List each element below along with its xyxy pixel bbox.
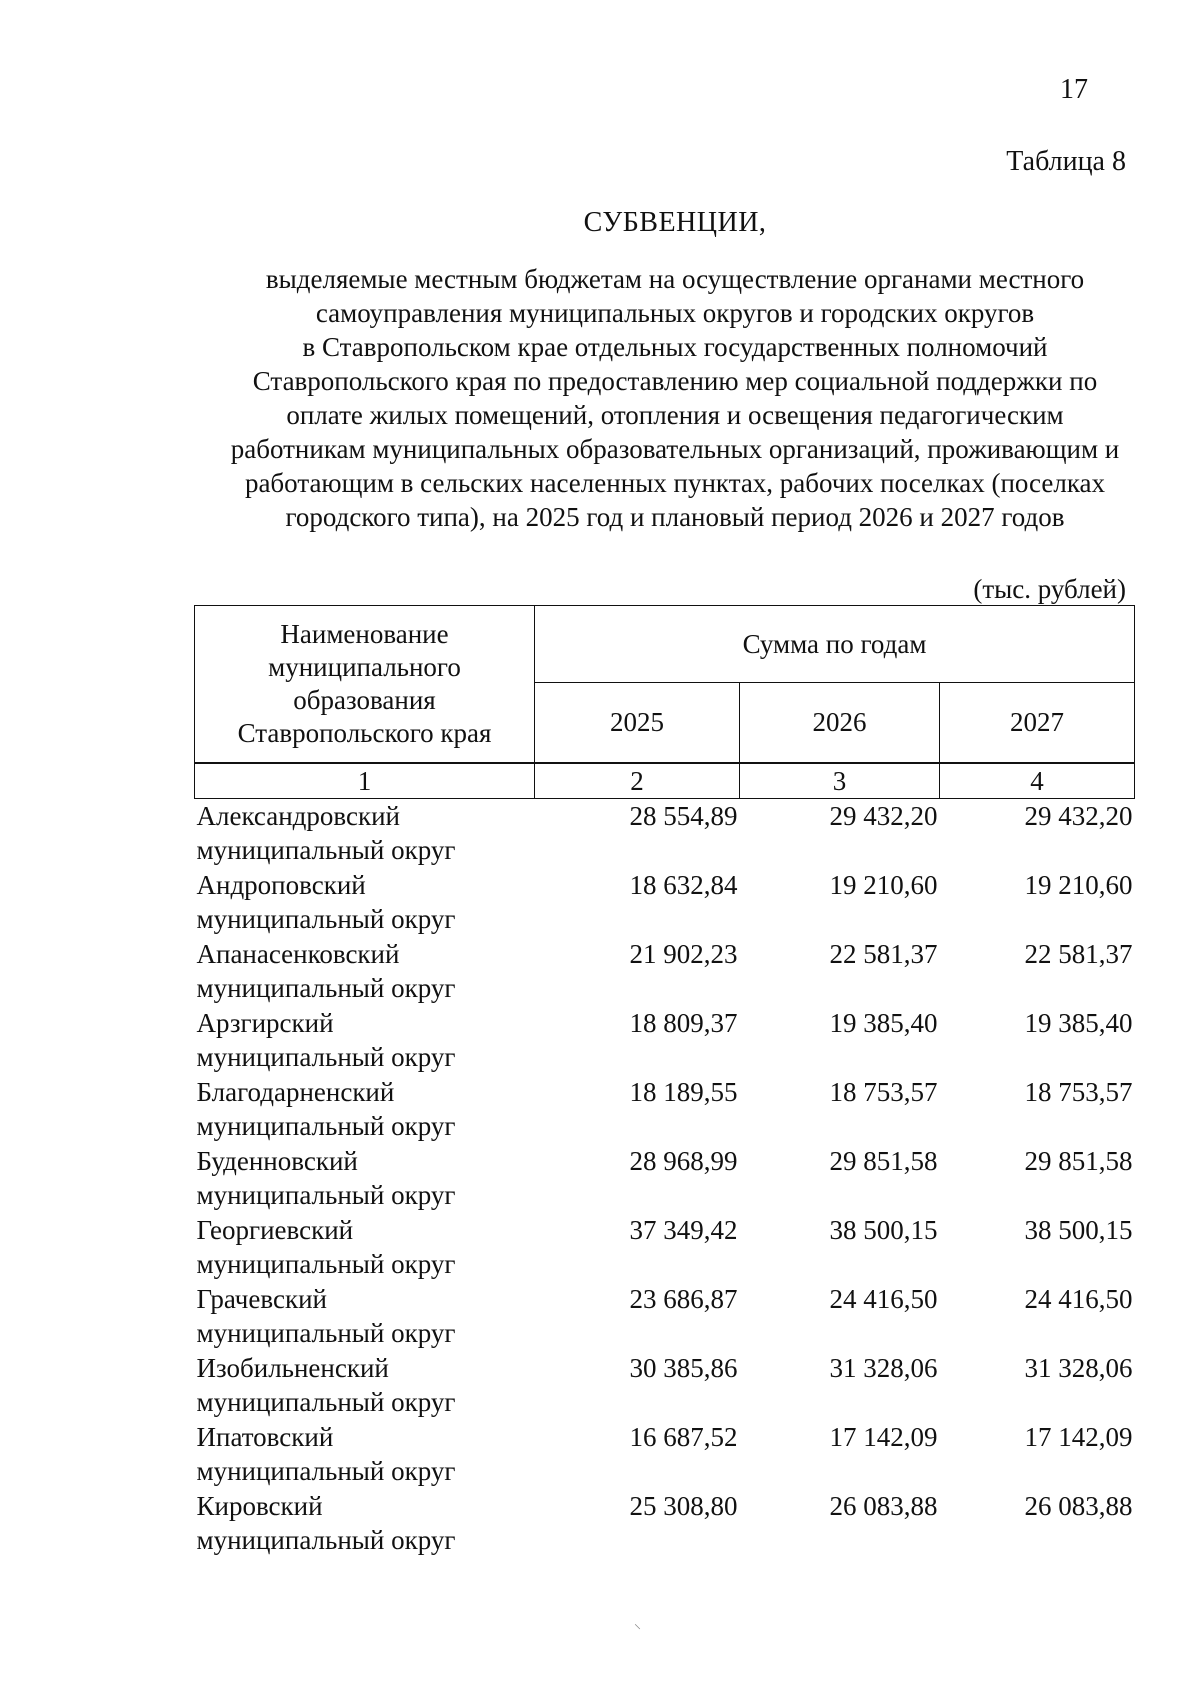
name-line: Кировский: [196, 1491, 323, 1521]
value-2027: 26 083,88: [1024, 1491, 1133, 1521]
municipality-name: [195, 1075, 535, 1144]
value-2027: 19 210,60: [1024, 870, 1133, 900]
value-2027: 31 328,06: [1024, 1353, 1133, 1383]
subtitle-line: в Ставропольском крае отдельных государственных полномочий: [302, 332, 1048, 362]
value-2027: 22 581,37: [1024, 939, 1133, 969]
table-row: [195, 799, 1135, 869]
value-2025: 18 809,37: [629, 1008, 738, 1038]
table-row: [195, 1489, 1135, 1558]
name-line: муниципальный округ: [196, 1456, 456, 1486]
column-number: 2: [535, 763, 740, 799]
name-line: муниципальный округ: [196, 904, 456, 934]
value-2025: 16 687,52: [629, 1422, 738, 1452]
name-line: муниципальный округ: [196, 1387, 456, 1417]
value-2026: 38 500,15: [829, 1215, 938, 1245]
name-line: муниципальный округ: [196, 1180, 456, 1210]
municipality-name: [195, 1006, 535, 1075]
name-line: Александровский: [196, 801, 400, 831]
scan-mark: ⸌: [634, 1623, 641, 1638]
value-2026: 19 210,60: [829, 870, 938, 900]
name-line: Буденновский: [196, 1146, 358, 1176]
header-year-2027: 2027: [940, 683, 1135, 764]
name-line: муниципальный округ: [196, 835, 456, 865]
name-line: Грачевский: [196, 1284, 327, 1314]
municipality-name: [195, 868, 535, 937]
municipality-name: [195, 1144, 535, 1213]
municipality-name: [195, 1282, 535, 1351]
value-2025: 30 385,86: [629, 1353, 738, 1383]
value-2025: 28 968,99: [629, 1146, 738, 1176]
value-2026: 17 142,09: [829, 1422, 938, 1452]
value-2025: 28 554,89: [629, 801, 738, 831]
table-label: Таблица 8: [1006, 146, 1126, 177]
value-2027: 38 500,15: [1024, 1215, 1133, 1245]
value-2027: 29 432,20: [1024, 801, 1133, 831]
table-row: [195, 1351, 1135, 1420]
table-row: [195, 1282, 1135, 1351]
header-sum-by-years: Сумма по годам: [535, 606, 1135, 683]
table-row: [195, 1420, 1135, 1489]
value-2026: 18 753,57: [829, 1077, 938, 1107]
value-2026: 24 416,50: [829, 1284, 938, 1314]
table-row: [195, 868, 1135, 937]
subtitle-line: Ставропольского края по предоставлению мер социальной поддержки по: [252, 366, 1098, 396]
name-line: Ипатовский: [196, 1422, 334, 1452]
value-2025: 21 902,23: [629, 939, 738, 969]
header-name-line: Ставропольского края: [237, 718, 492, 748]
subtitle-line: работникам муниципальных образовательных организаций, проживающим и: [230, 434, 1120, 464]
column-number: 3: [740, 763, 940, 799]
value-2027: 24 416,50: [1024, 1284, 1133, 1314]
name-line: муниципальный округ: [196, 973, 456, 1003]
municipality-name: [195, 1420, 535, 1489]
table-row: [195, 937, 1135, 1006]
subtitle-line: работающим в сельских населенных пунктах, рабочих поселках (поселках: [244, 468, 1106, 498]
subtitle-line: самоуправления муниципальных округов и городских округов: [315, 298, 1035, 328]
document-title: СУБВЕНЦИИ,: [583, 207, 767, 238]
value-2025: 25 308,80: [629, 1491, 738, 1521]
subtitle-line: городского типа), на 2025 год и плановый период 2026 и 2027 годов: [285, 502, 1065, 532]
name-line: Андроповский: [196, 870, 366, 900]
header-name-line: муниципального: [268, 652, 461, 682]
name-line: муниципальный округ: [196, 1318, 456, 1348]
value-2026: 29 851,58: [829, 1146, 938, 1176]
name-line: Апанасенковский: [196, 939, 400, 969]
municipality-name: [195, 1351, 535, 1420]
value-2025: 18 632,84: [629, 870, 738, 900]
header-year-2026: 2026: [740, 683, 940, 764]
value-2027: 17 142,09: [1024, 1422, 1133, 1452]
document-subtitle: [150, 262, 1200, 534]
subventions-table: [194, 605, 1135, 1558]
name-line: Благодарненский: [196, 1077, 395, 1107]
name-line: Георгиевский: [196, 1215, 354, 1245]
name-line: муниципальный округ: [196, 1111, 456, 1141]
name-line: муниципальный округ: [196, 1042, 456, 1072]
header-year-2025: 2025: [535, 683, 740, 764]
header-name-line: образования: [293, 685, 436, 715]
municipality-name: [195, 937, 535, 1006]
value-2027: 18 753,57: [1024, 1077, 1133, 1107]
header-name-line: Наименование: [280, 619, 449, 649]
value-2026: 26 083,88: [829, 1491, 938, 1521]
name-line: Изобильненский: [196, 1353, 389, 1383]
table-row: [195, 1144, 1135, 1213]
value-2025: 18 189,55: [629, 1077, 738, 1107]
header-municipality-name: [195, 606, 535, 764]
value-2026: 19 385,40: [829, 1008, 938, 1038]
municipality-name: [195, 1489, 535, 1558]
name-line: муниципальный округ: [196, 1249, 456, 1279]
page-number: 17: [1060, 74, 1088, 105]
municipality-name: [195, 799, 535, 869]
value-2026: 31 328,06: [829, 1353, 938, 1383]
column-number: 1: [195, 763, 535, 799]
name-line: Арзгирский: [196, 1008, 334, 1038]
value-2027: 19 385,40: [1024, 1008, 1133, 1038]
value-2027: 29 851,58: [1024, 1146, 1133, 1176]
name-line: муниципальный округ: [196, 1525, 456, 1555]
value-2026: 22 581,37: [829, 939, 938, 969]
value-2025: 37 349,42: [629, 1215, 738, 1245]
value-2025: 23 686,87: [629, 1284, 738, 1314]
municipality-name: [195, 1213, 535, 1282]
units-label: (тыс. рублей): [973, 574, 1126, 604]
table-row: [195, 1006, 1135, 1075]
subtitle-line: выделяемые местным бюджетам на осуществление органами местного: [265, 264, 1085, 294]
value-2026: 29 432,20: [829, 801, 938, 831]
column-number: 4: [940, 763, 1135, 799]
table-row: [195, 1213, 1135, 1282]
table-row: [195, 1075, 1135, 1144]
subtitle-line: оплате жилых помещений, отопления и освещения педагогическим: [286, 400, 1064, 430]
